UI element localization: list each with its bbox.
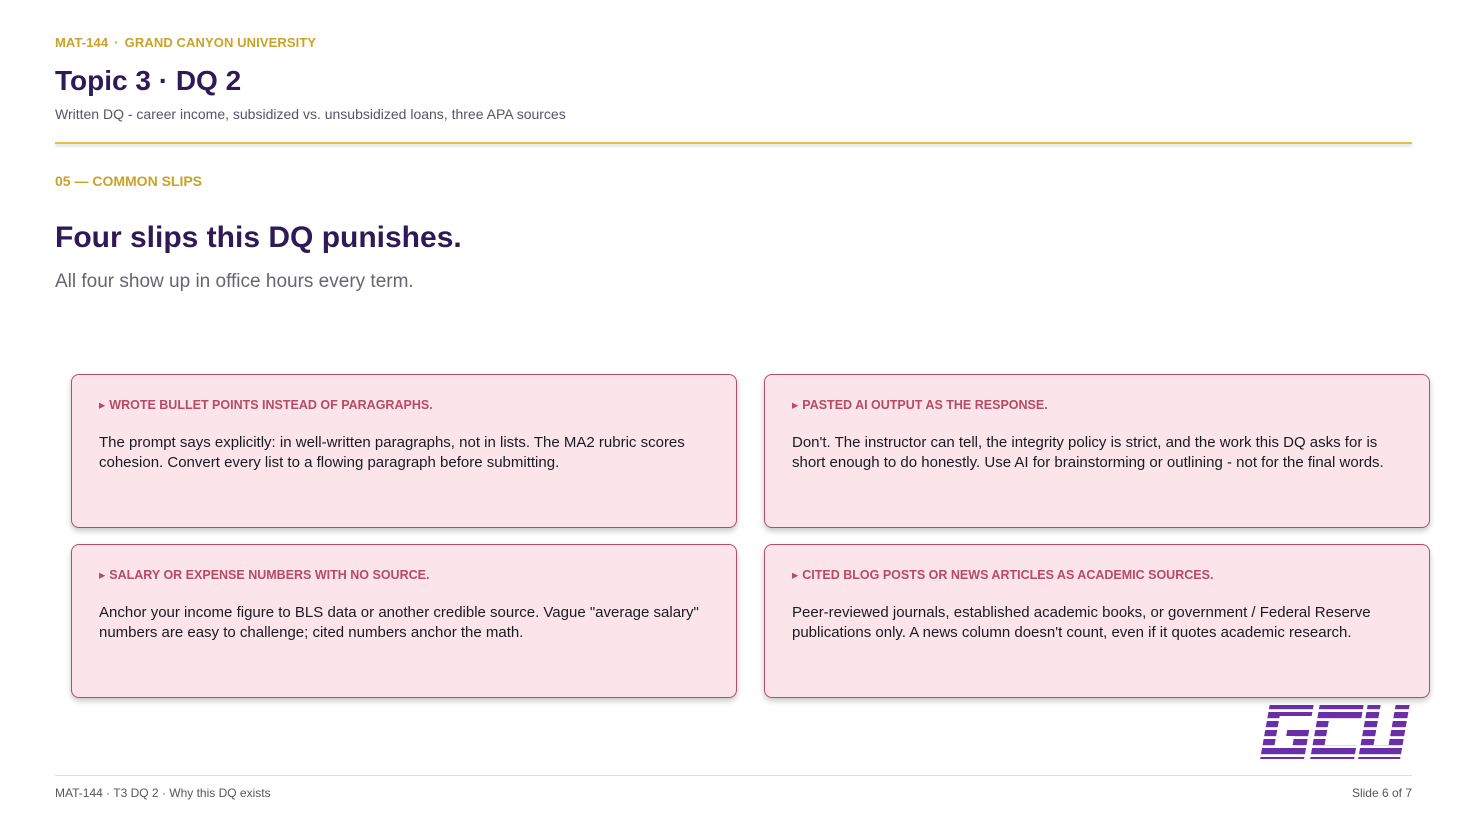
footer-divider <box>55 775 1412 776</box>
section-label: 05 — COMMON SLIPS <box>55 173 203 189</box>
university-name: GRAND CANYON UNIVERSITY <box>124 35 317 50</box>
slip-card-body: Peer-reviewed journals, established academic books, or government / Federal Reserve publications only. A news column doesn't count, even if it quotes academic research. <box>792 604 1371 641</box>
slip-card-title: SALARY OR EXPENSE NUMBERS WITH NO SOURCE. <box>109 568 430 582</box>
slip-card-heading <box>99 567 710 583</box>
course-eyebrow <box>55 35 316 50</box>
slip-card-non-academic-sources <box>764 544 1430 698</box>
slip-card-unsourced-numbers <box>71 544 737 698</box>
slip-card-body: Anchor your income figure to BLS data or another credible source. Vague "average salary" numbers are easy to challenge; cited numbers anchor the math. <box>99 604 699 641</box>
header-divider <box>55 142 1412 144</box>
slip-card-body: Don't. The instructor can tell, the integrity policy is strict, and the work this DQ asks for is short enough to do honestly. Use AI for brainstorming or outlining - not for the final words. <box>792 434 1384 471</box>
slip-card-ai-output <box>764 374 1430 528</box>
slip-card-title: CITED BLOG POSTS OR NEWS ARTICLES AS ACADEMIC SOURCES. <box>802 568 1214 582</box>
triangle-marker-icon: ▸ <box>792 568 799 582</box>
triangle-marker-icon: ▸ <box>99 398 106 412</box>
course-code: MAT-144 <box>55 35 109 50</box>
slip-card-heading <box>99 397 710 413</box>
slide-subtitle: Written DQ - career income, subsidized vs. unsubsidized loans, three APA sources <box>55 106 566 122</box>
section-lede: All four show up in office hours every term. <box>55 271 414 292</box>
slip-card-heading <box>792 567 1403 583</box>
triangle-marker-icon: ▸ <box>792 398 799 412</box>
slip-card-title: WROTE BULLET POINTS INSTEAD OF PARAGRAPHS. <box>109 398 433 412</box>
slip-card-body: The prompt says explicitly: in well-written paragraphs, not in lists. The MA2 rubric scores cohesion. Convert every list to a flowing paragraph before submitting. <box>99 434 685 471</box>
slip-card-heading <box>792 397 1403 413</box>
slide-counter: Slide 6 of 7 <box>1351 786 1412 800</box>
slip-card-title: PASTED AI OUTPUT AS THE RESPONSE. <box>802 398 1048 412</box>
section-headline: Four slips this DQ punishes. <box>55 221 462 254</box>
triangle-marker-icon: ▸ <box>99 568 106 582</box>
gcu-logo <box>1258 703 1410 761</box>
slip-card-bullet-points <box>71 374 737 528</box>
footer-course-info: MAT-144 · T3 DQ 2 · Why this DQ exists <box>55 786 271 800</box>
eyebrow-separator: · <box>114 35 119 50</box>
slide-title: Topic 3 · DQ 2 <box>55 65 242 96</box>
